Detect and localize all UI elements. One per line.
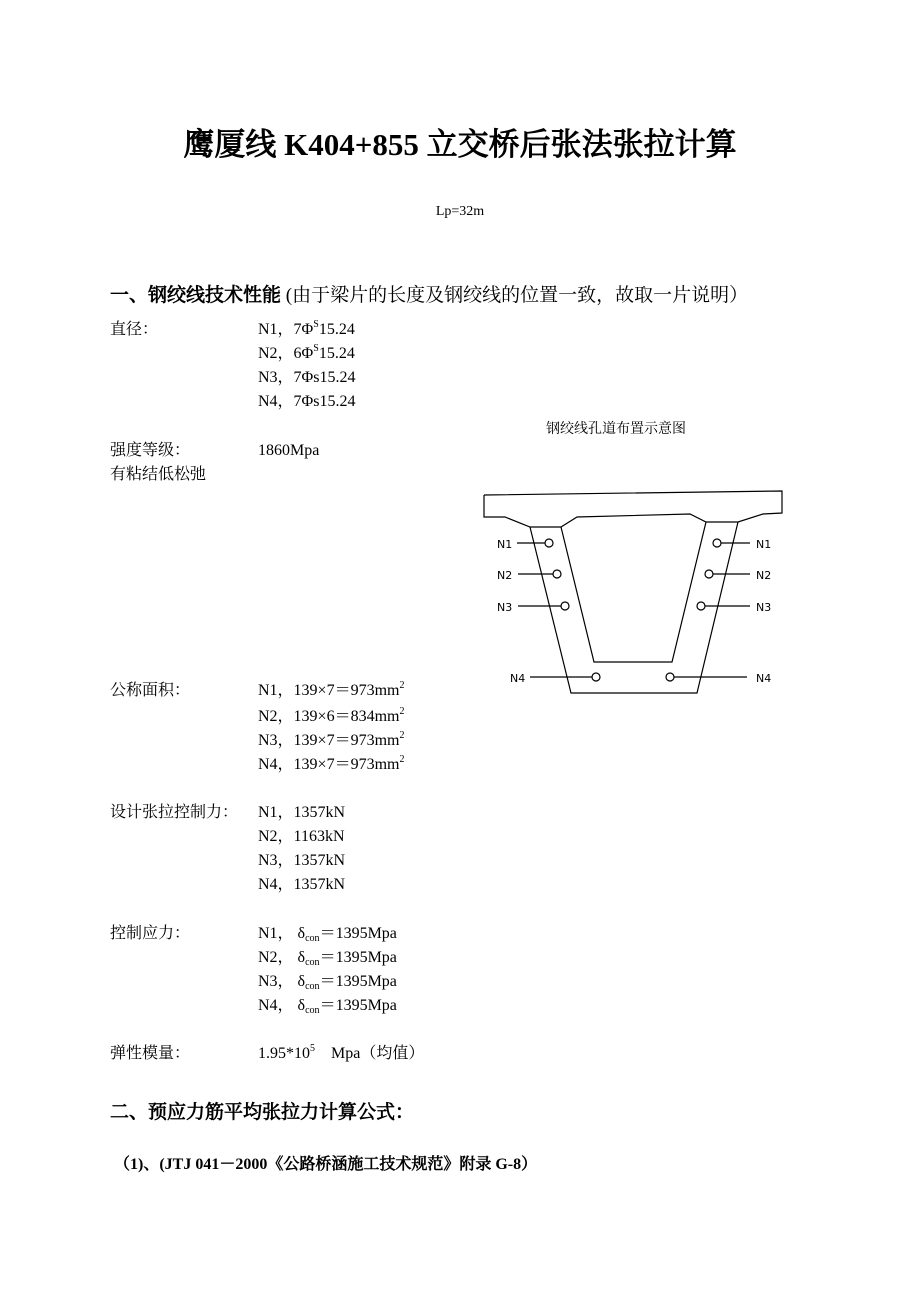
diagram-caption: 钢绞线孔道布置示意图 (546, 422, 686, 437)
diameter-row: N2，$6\Phi^S15.24$ (258, 343, 355, 362)
duct-label-right: N1 (756, 538, 772, 551)
subtitle: Lp=32m (435, 204, 485, 219)
diameter-row: N4，7Φs15.24 (258, 393, 356, 410)
stress-row: N2， $\delta_{con}=1395Mpa$ (258, 949, 397, 968)
area-row: N3，$139\times 7=973mm^2$ (258, 730, 405, 749)
section2-heading: 二、预应力筋平均张拉力计算公式： (110, 1102, 415, 1123)
modulus-label: 弹性模量： (110, 1045, 191, 1062)
area-row: N4，$139\times 7=973mm^2$ (258, 754, 405, 773)
modulus-value: $1.95*10^5$ Mpa（均值） (258, 1043, 425, 1062)
stress-row: N1， $\delta_{con}=1395Mpa$ (258, 925, 397, 944)
force-row: N4，1357kN (258, 876, 346, 893)
duct-label-right: N4 (756, 672, 772, 685)
duct-label-left: N1 (497, 538, 513, 551)
section1-note: (由于梁片的长度及钢绞线的位置一致，故取一片说明） (285, 285, 749, 306)
force-row: N3，1357kN (258, 852, 346, 869)
strength-value: 1860Mpa (258, 442, 320, 459)
stress-row: N3， $\delta_{con}=1395Mpa$ (258, 973, 397, 992)
section1-title: 一、钢绞线技术性能 (110, 285, 282, 306)
diameter-row: N3，7Φs15.24 (258, 369, 356, 386)
page-title: 鹰厦线 K404+855 立交桥后张法张拉计算 (183, 127, 737, 162)
stress-row: N4， $\delta_{con}=1395Mpa$ (258, 997, 397, 1016)
strength-label: 强度等级： (110, 442, 191, 459)
force-row: N1，1357kN (258, 804, 346, 821)
area-row: N2，$139\times 6=834mm^2$ (258, 706, 405, 725)
force-row: N2，1163kN (258, 828, 345, 845)
diameter-label: 直径： (110, 321, 159, 338)
duct-label-left: N2 (497, 569, 513, 582)
duct-label-right: N3 (756, 601, 772, 614)
duct-label-right: N2 (756, 569, 772, 582)
area-row: N1，$139\times 7=973mm^2$ (258, 680, 405, 699)
duct-label-left: N3 (497, 601, 513, 614)
force-label: 设计张拉控制力： (110, 804, 239, 821)
area-label: 公称面积： (110, 682, 191, 699)
stress-label: 控制应力： (110, 925, 191, 942)
bond-type: 有粘结低松弛 (110, 466, 207, 483)
formula-reference: （1)、(JTJ 041－2000《公路桥涵施工技术规范》附录 G-8） (114, 1156, 538, 1173)
diameter-row: N1，$7\Phi^S15.24$ (258, 319, 355, 338)
duct-label-left: N4 (510, 672, 526, 685)
